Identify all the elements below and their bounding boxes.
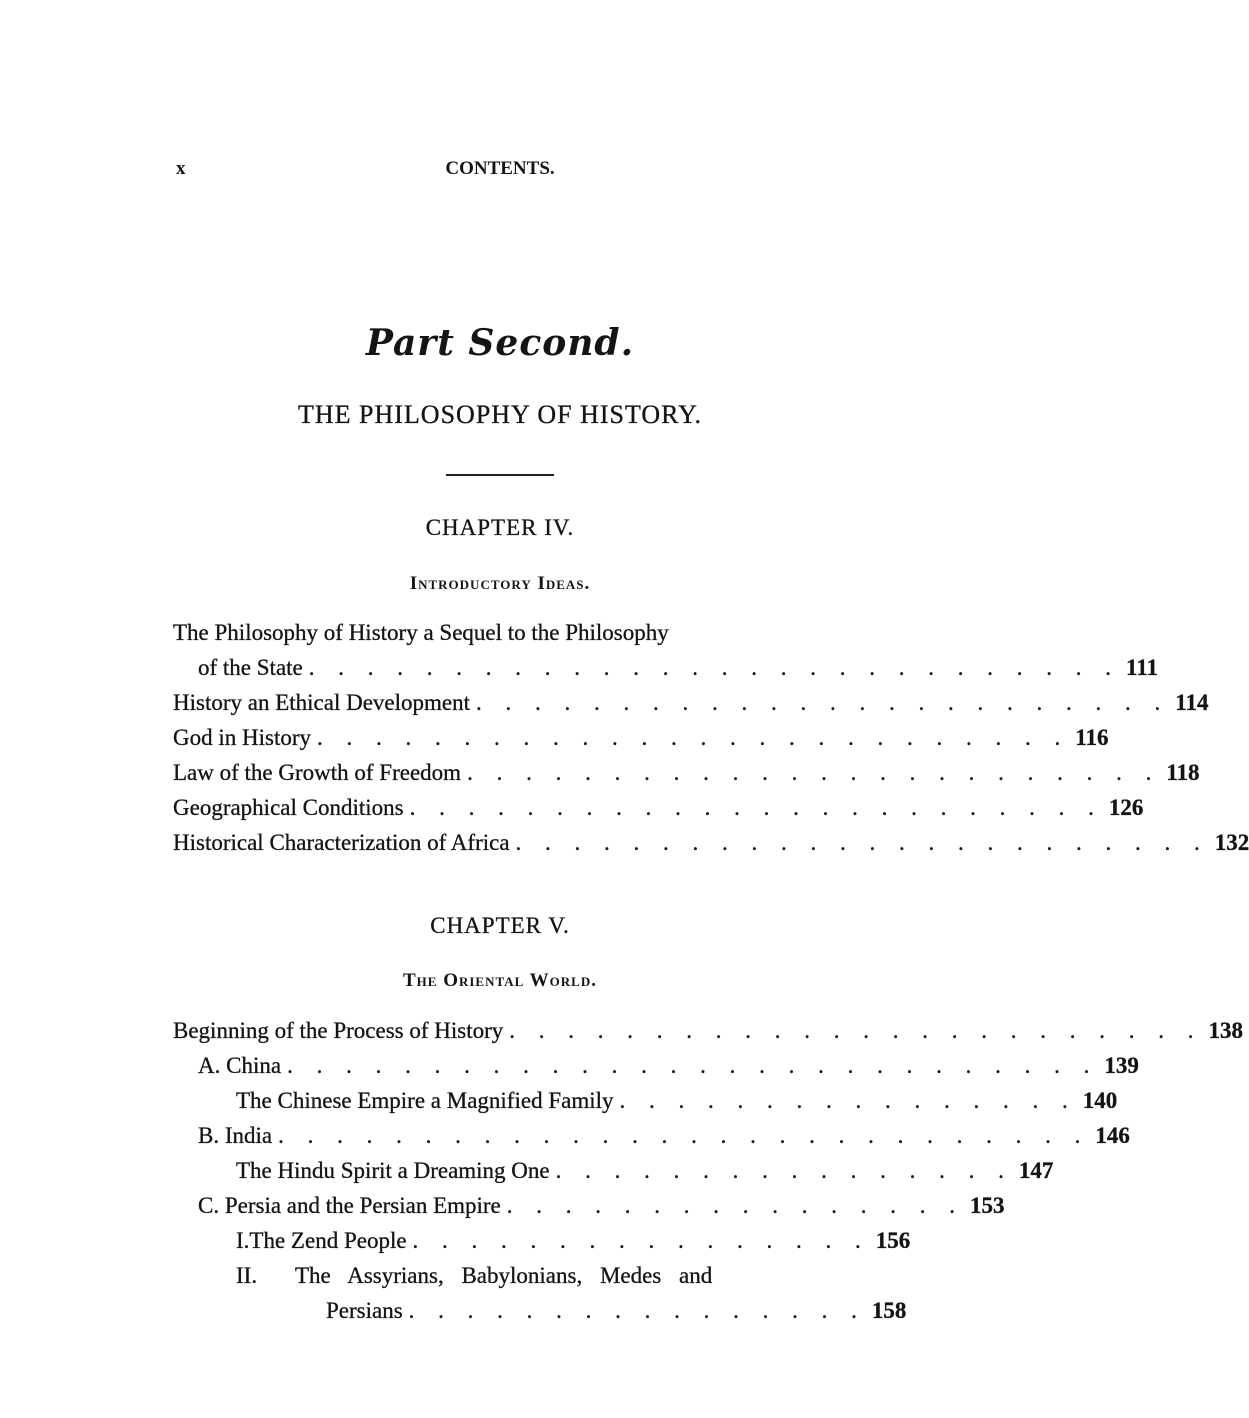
chapter-heading: CHAPTER IV. [425,515,575,540]
chapter-subtitle: Introductory Ideas. [409,573,591,594]
entry-page: 153 [970,1193,1005,1218]
toc-entry [173,1263,785,1295]
toc-entry: The Chinese Empire a Magnified Family . . . . . . . . . . . . . . . . 140 [236,1088,1118,1113]
entry-page: 146 [1095,1123,1130,1148]
entry-text: God in History [173,725,311,750]
toc-entry: Historical Characterization of Africa . . . . . . . . . . . . . . . . . . . . . . . . 132 [173,830,1249,855]
entry-page: 158 [871,1298,907,1323]
entry-page: 156 [875,1228,911,1253]
entry-page: 114 [1175,690,1209,715]
toc-entry: Law of the Growth of Freedom . . . . . . . . . . . . . . . . . . . . . . . . 118 [173,760,1200,785]
page-number: x [176,158,186,179]
entry-text: C. Persia and the Persian Empire [198,1193,501,1218]
entry-text: B. India [198,1123,273,1148]
toc-entry: History an Ethical Development . . . . . . . . . . . . . . . . . . . . . . . . 114 [173,690,1209,715]
entry-text: The Zend People [249,1228,407,1253]
toc-entry: God in History . . . . . . . . . . . . . . . . . . . . . . . . . . 116 [173,725,1109,750]
part-title: Part Second. [365,322,635,364]
divider-rule [446,474,554,476]
entry-page: 147 [1018,1158,1054,1183]
entry-text: Beginning of the Process of History [173,1018,504,1043]
entry-text: Law of the Growth of Freedom [173,760,462,785]
toc-entry: The Hindu Spirit a Dreaming One . . . . . . . . . . . . . . . . 147 [236,1158,1054,1183]
entry-text: Historical Characterization of Africa [173,830,510,855]
entry-text: Persians [326,1298,403,1323]
toc-entry: of the State . . . . . . . . . . . . . . . . . . . . . . . . . . . . 111 [198,655,1158,680]
toc-entry: A. China . . . . . . . . . . . . . . . . . . . . . . . . . . . . 139 [198,1053,1139,1078]
entry-text: History an Ethical Development [173,690,471,715]
entry-numeral: I. [236,1228,250,1253]
entry-text: The Assyrians, Babylonians, Medes and [295,1263,713,1288]
book-title: THE PHILOSOPHY OF HISTORY. [297,400,703,429]
entry-text: of the State [198,655,303,680]
entry-numeral: II. [236,1263,258,1288]
chapter-subtitle: The Oriental World. [403,970,597,991]
entry-page: 126 [1108,795,1144,820]
entry-page: 111 [1126,655,1158,680]
entry-text: The Chinese Empire a Magnified Family [236,1088,614,1113]
toc-entry: B. India . . . . . . . . . . . . . . . . . . . . . . . . . . . . 146 [198,1123,1130,1148]
entry-page: 139 [1104,1053,1139,1078]
toc-entry: I. The Zend People . . . . . . . . . . . . . . . . 156 [236,1228,911,1253]
toc-entry [173,620,828,652]
entry-text: The Philosophy of History a Sequel to the Philosophy [173,620,669,645]
toc-entry: Beginning of the Process of History . . . . . . . . . . . . . . . . . . . . . . . . 138 [173,1018,1244,1043]
chapter-heading: CHAPTER V. [430,913,570,938]
entry-text: Geographical Conditions [173,795,404,820]
running-title: CONTENTS. [445,158,555,179]
entry-page: 116 [1075,725,1109,750]
toc-entry: Persians . . . . . . . . . . . . . . . . 158 [326,1298,907,1323]
toc-entry: C. Persia and the Persian Empire . . . . . . . . . . . . . . . . 153 [198,1193,1005,1218]
toc-entry: Geographical Conditions . . . . . . . . . . . . . . . . . . . . . . . . 126 [173,795,1144,820]
entry-page: 132 [1214,830,1249,855]
entry-page: 138 [1208,1018,1244,1043]
entry-page: 140 [1082,1088,1118,1113]
entry-text: The Hindu Spirit a Dreaming One [236,1158,550,1183]
entry-page: 118 [1166,760,1200,785]
entry-text: A. China [198,1053,282,1078]
